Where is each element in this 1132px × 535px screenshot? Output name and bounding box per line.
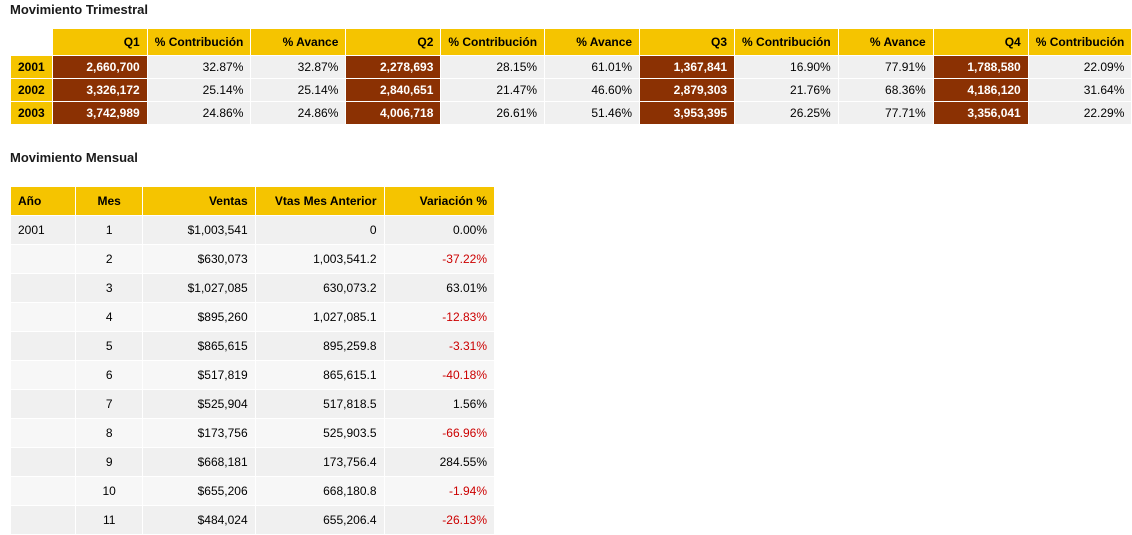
cell-ano bbox=[11, 390, 76, 419]
cell-ano bbox=[11, 332, 76, 361]
cell-variacion: -66.96% bbox=[384, 419, 495, 448]
cell-variacion: 1.56% bbox=[384, 390, 495, 419]
cell-q4-contribucion: 22.29% bbox=[1028, 102, 1132, 125]
row-year: 2003 bbox=[11, 102, 53, 125]
table-row bbox=[11, 274, 495, 303]
table-row bbox=[11, 332, 495, 361]
column-header-q1-contribucion: % Contribución bbox=[147, 29, 251, 56]
cell-mes: 1 bbox=[76, 216, 143, 245]
cell-ano bbox=[11, 477, 76, 506]
table-row bbox=[11, 477, 495, 506]
table-row bbox=[11, 56, 1132, 79]
monthly-table bbox=[10, 186, 495, 535]
cell-q2: 2,840,651 bbox=[346, 79, 441, 102]
cell-q4: 4,186,120 bbox=[933, 79, 1028, 102]
cell-mes: 2 bbox=[76, 245, 143, 274]
cell-mes: 11 bbox=[76, 506, 143, 535]
cell-mes: 6 bbox=[76, 361, 143, 390]
table-header-row bbox=[11, 187, 495, 216]
cell-variacion: 0.00% bbox=[384, 216, 495, 245]
cell-ventas: $525,904 bbox=[143, 390, 255, 419]
table-row bbox=[11, 245, 495, 274]
column-header-q3: Q3 bbox=[640, 29, 735, 56]
cell-mes: 10 bbox=[76, 477, 143, 506]
column-header-q3-contribucion: % Contribución bbox=[735, 29, 839, 56]
cell-q3: 1,367,841 bbox=[640, 56, 735, 79]
cell-q4: 1,788,580 bbox=[933, 56, 1028, 79]
cell-q4-contribucion: 31.64% bbox=[1028, 79, 1132, 102]
cell-vtas-mes-anterior: 1,003,541.2 bbox=[255, 245, 384, 274]
cell-q1-avance: 32.87% bbox=[251, 56, 346, 79]
column-header-q2-contribucion: % Contribución bbox=[441, 29, 545, 56]
cell-variacion: -26.13% bbox=[384, 506, 495, 535]
table-row bbox=[11, 361, 495, 390]
cell-vtas-mes-anterior: 865,615.1 bbox=[255, 361, 384, 390]
cell-variacion: -37.22% bbox=[384, 245, 495, 274]
cell-ventas: $630,073 bbox=[143, 245, 255, 274]
column-header-q4: Q4 bbox=[933, 29, 1028, 56]
cell-vtas-mes-anterior: 517,818.5 bbox=[255, 390, 384, 419]
column-header-q2-avance: % Avance bbox=[545, 29, 640, 56]
cell-ano bbox=[11, 245, 76, 274]
table-header-row bbox=[11, 29, 1132, 56]
cell-ano bbox=[11, 274, 76, 303]
cell-ano bbox=[11, 506, 76, 535]
column-header-ventas: Ventas bbox=[143, 187, 255, 216]
cell-ano bbox=[11, 303, 76, 332]
cell-q2: 2,278,693 bbox=[346, 56, 441, 79]
cell-q1: 2,660,700 bbox=[52, 56, 147, 79]
cell-vtas-mes-anterior: 173,756.4 bbox=[255, 448, 384, 477]
cell-ventas: $173,756 bbox=[143, 419, 255, 448]
cell-q1-avance: 24.86% bbox=[251, 102, 346, 125]
cell-mes: 5 bbox=[76, 332, 143, 361]
row-year: 2001 bbox=[11, 56, 53, 79]
cell-q2-avance: 61.01% bbox=[545, 56, 640, 79]
cell-q1-contribucion: 32.87% bbox=[147, 56, 251, 79]
cell-vtas-mes-anterior: 1,027,085.1 bbox=[255, 303, 384, 332]
cell-q4-contribucion: 22.09% bbox=[1028, 56, 1132, 79]
cell-variacion: -1.94% bbox=[384, 477, 495, 506]
cell-ventas: $484,024 bbox=[143, 506, 255, 535]
cell-vtas-mes-anterior: 525,903.5 bbox=[255, 419, 384, 448]
cell-ventas: $1,027,085 bbox=[143, 274, 255, 303]
cell-q1-avance: 25.14% bbox=[251, 79, 346, 102]
cell-mes: 9 bbox=[76, 448, 143, 477]
cell-q4: 3,356,041 bbox=[933, 102, 1028, 125]
table-row bbox=[11, 506, 495, 535]
quarterly-table bbox=[10, 28, 1132, 125]
cell-q2-avance: 51.46% bbox=[545, 102, 640, 125]
cell-q1: 3,742,989 bbox=[52, 102, 147, 125]
cell-q3-contribucion: 21.76% bbox=[735, 79, 839, 102]
cell-q2-avance: 46.60% bbox=[545, 79, 640, 102]
cell-ano bbox=[11, 448, 76, 477]
cell-q1-contribucion: 24.86% bbox=[147, 102, 251, 125]
cell-ventas: $668,181 bbox=[143, 448, 255, 477]
table-row bbox=[11, 448, 495, 477]
cell-vtas-mes-anterior: 668,180.8 bbox=[255, 477, 384, 506]
cell-q2-contribucion: 21.47% bbox=[441, 79, 545, 102]
column-header-q4-contribucion: % Contribución bbox=[1028, 29, 1132, 56]
cell-vtas-mes-anterior: 630,073.2 bbox=[255, 274, 384, 303]
cell-variacion: -3.31% bbox=[384, 332, 495, 361]
cell-q3-avance: 68.36% bbox=[838, 79, 933, 102]
page-title-monthly: Movimiento Mensual bbox=[10, 150, 138, 165]
cell-ventas: $517,819 bbox=[143, 361, 255, 390]
column-header-mes: Mes bbox=[76, 187, 143, 216]
cell-q2: 4,006,718 bbox=[346, 102, 441, 125]
cell-q1-contribucion: 25.14% bbox=[147, 79, 251, 102]
table-row bbox=[11, 102, 1132, 125]
column-header-corner bbox=[11, 29, 53, 56]
cell-variacion: 284.55% bbox=[384, 448, 495, 477]
cell-q1: 3,326,172 bbox=[52, 79, 147, 102]
table-row bbox=[11, 419, 495, 448]
cell-q3-avance: 77.91% bbox=[838, 56, 933, 79]
cell-ventas: $895,260 bbox=[143, 303, 255, 332]
cell-vtas-mes-anterior: 895,259.8 bbox=[255, 332, 384, 361]
cell-q2-contribucion: 28.15% bbox=[441, 56, 545, 79]
cell-ano bbox=[11, 419, 76, 448]
cell-q3-contribucion: 26.25% bbox=[735, 102, 839, 125]
cell-ventas: $655,206 bbox=[143, 477, 255, 506]
cell-variacion: -40.18% bbox=[384, 361, 495, 390]
column-header-ano: Año bbox=[11, 187, 76, 216]
cell-vtas-mes-anterior: 0 bbox=[255, 216, 384, 245]
cell-q3: 3,953,395 bbox=[640, 102, 735, 125]
column-header-q2: Q2 bbox=[346, 29, 441, 56]
row-year: 2002 bbox=[11, 79, 53, 102]
table-row bbox=[11, 390, 495, 419]
cell-mes: 7 bbox=[76, 390, 143, 419]
cell-vtas-mes-anterior: 655,206.4 bbox=[255, 506, 384, 535]
cell-q3-contribucion: 16.90% bbox=[735, 56, 839, 79]
cell-mes: 3 bbox=[76, 274, 143, 303]
cell-q3-avance: 77.71% bbox=[838, 102, 933, 125]
cell-ano: 2001 bbox=[11, 216, 76, 245]
table-row bbox=[11, 216, 495, 245]
column-header-q1: Q1 bbox=[52, 29, 147, 56]
column-header-variacion: Variación % bbox=[384, 187, 495, 216]
cell-q3: 2,879,303 bbox=[640, 79, 735, 102]
cell-ventas: $865,615 bbox=[143, 332, 255, 361]
table-row bbox=[11, 303, 495, 332]
page-title-quarterly: Movimiento Trimestral bbox=[10, 2, 148, 17]
cell-mes: 4 bbox=[76, 303, 143, 332]
cell-ventas: $1,003,541 bbox=[143, 216, 255, 245]
cell-mes: 8 bbox=[76, 419, 143, 448]
table-row bbox=[11, 79, 1132, 102]
column-header-q1-avance: % Avance bbox=[251, 29, 346, 56]
cell-ano bbox=[11, 361, 76, 390]
cell-variacion: 63.01% bbox=[384, 274, 495, 303]
column-header-vtas-mes-anterior: Vtas Mes Anterior bbox=[255, 187, 384, 216]
column-header-q3-avance: % Avance bbox=[838, 29, 933, 56]
cell-variacion: -12.83% bbox=[384, 303, 495, 332]
cell-q2-contribucion: 26.61% bbox=[441, 102, 545, 125]
